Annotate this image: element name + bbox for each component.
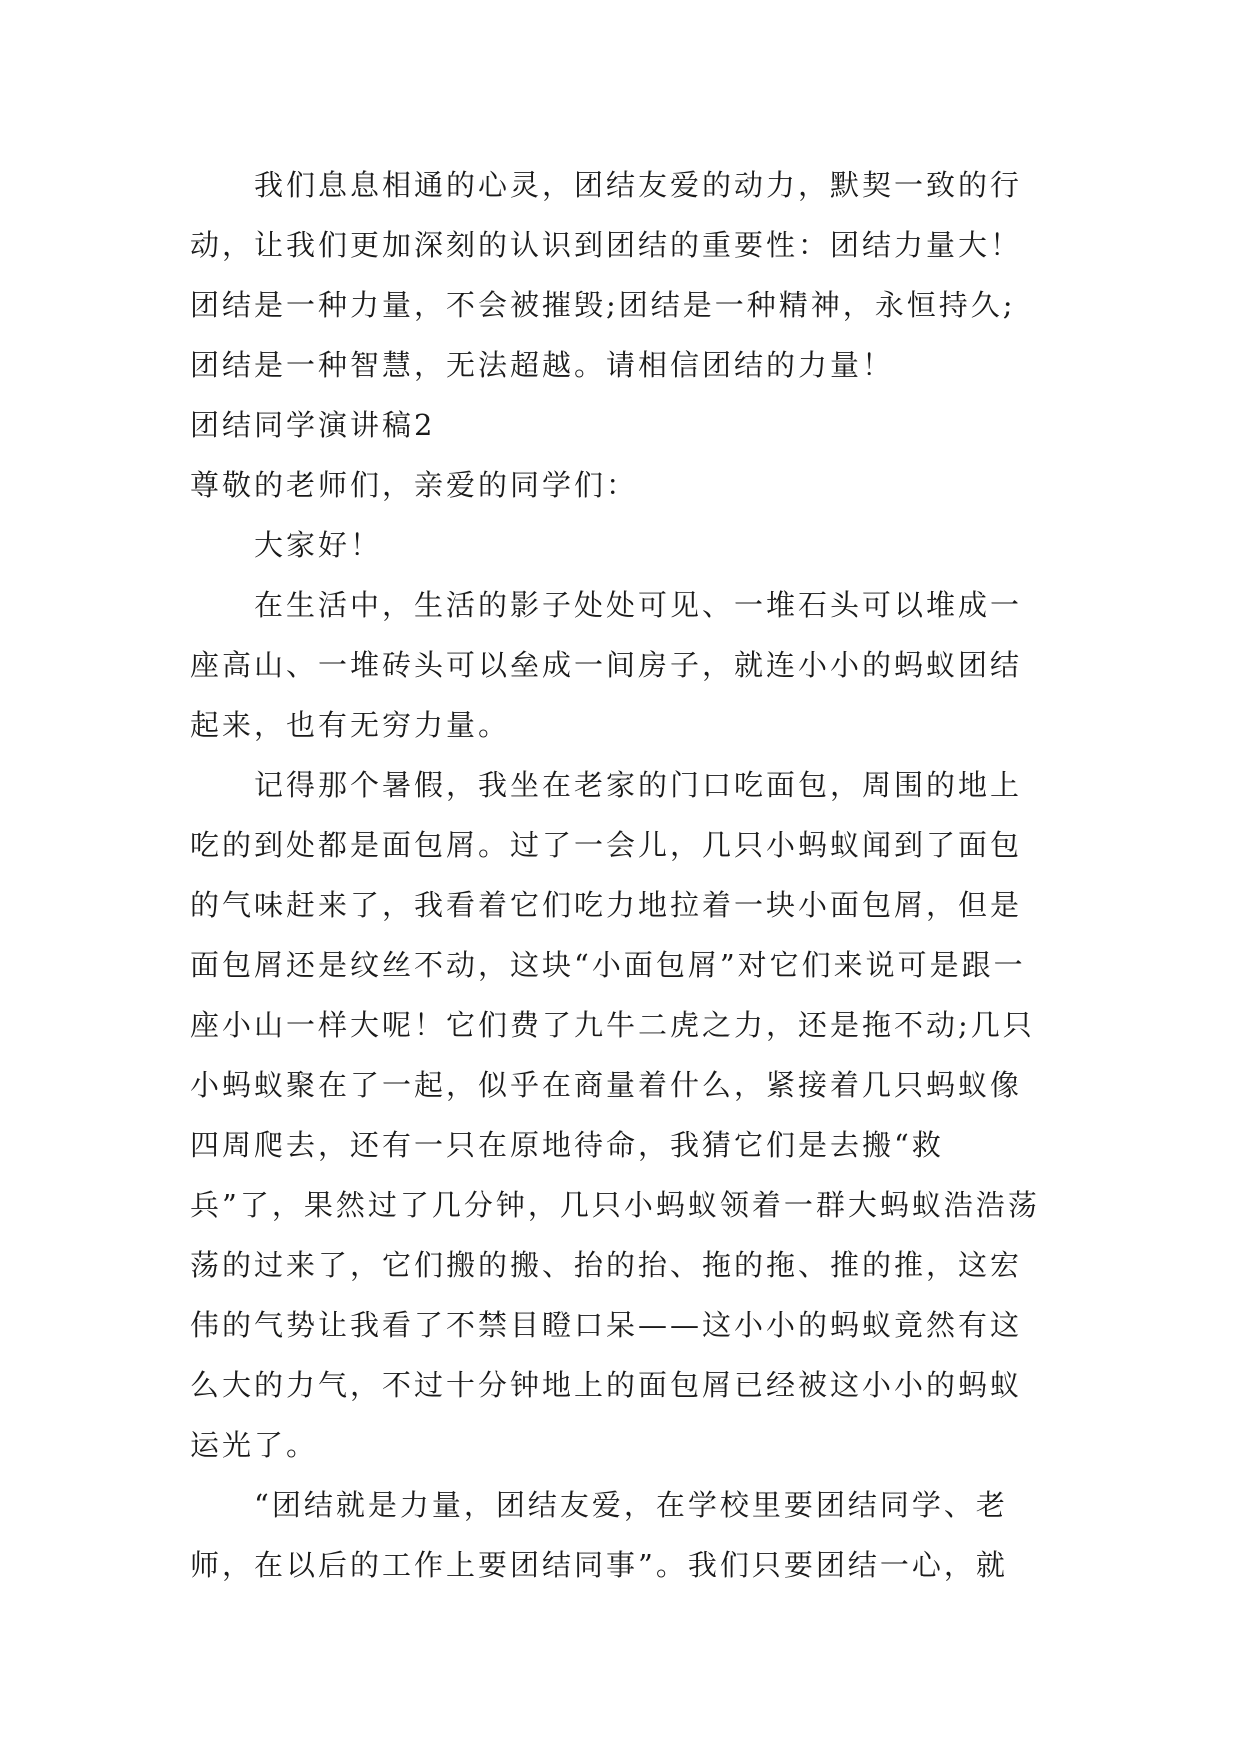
- document-body: [190, 155, 1046, 1595]
- greeting: 大家好！: [254, 528, 383, 562]
- paragraph-unity-summary: 我们息息相通的心灵，团结友爱的动力，默契一致的行动，让我们更加深刻的认识到团结的重要性：团结力量大！团结是一种力量，不会被摧毁;团结是一种精神，永恒持久;团结是一种智慧，无法超越。请相信团结的力量！: [190, 168, 1023, 382]
- paragraph-unity-is-strength: “团结就是力量，团结友爱，在学校里要团结同学、老师，在以后的工作上要团结同事”。我们只要团结一心，就: [190, 1488, 1008, 1582]
- speech-title: 团结同学演讲稿2: [190, 408, 436, 442]
- paragraph-life-examples: 在生活中，生活的影子处处可见、一堆石头可以堆成一座高山、一堆砖头可以垒成一间房子，就连小小的蚂蚁团结起来，也有无穷力量。: [190, 588, 1023, 742]
- paragraph-ant-story: 记得那个暑假，我坐在老家的门口吃面包，周围的地上吃的到处都是面包屑。过了一会儿，几只小蚂蚁闻到了面包的气味赶来了，我看着它们吃力地拉着一块小面包屑，但是面包屑还是纹丝不动，这块“小面包屑”对它们来说可是跟一座小山一样大呢！它们费了九牛二虎之力，还是拖不动;几只小蚂蚁聚在了一起，似乎在商量着什么，紧接着几只蚂蚁像四周爬去，还有一只在原地待命，我猜它们是去搬“救兵”了，果然过了几分钟，几只小蚂蚁领着一群大蚂蚁浩浩荡荡的过来了，它们搬的搬、抬的抬、拖的拖、推的推，这宏伟的气势让我看了不禁目瞪口呆——这小小的蚂蚁竟然有这么大的力气，不过十分钟地上的面包屑已经被这小小的蚂蚁运光了。: [190, 768, 1040, 1462]
- salutation: 尊敬的老师们，亲爱的同学们：: [190, 468, 639, 502]
